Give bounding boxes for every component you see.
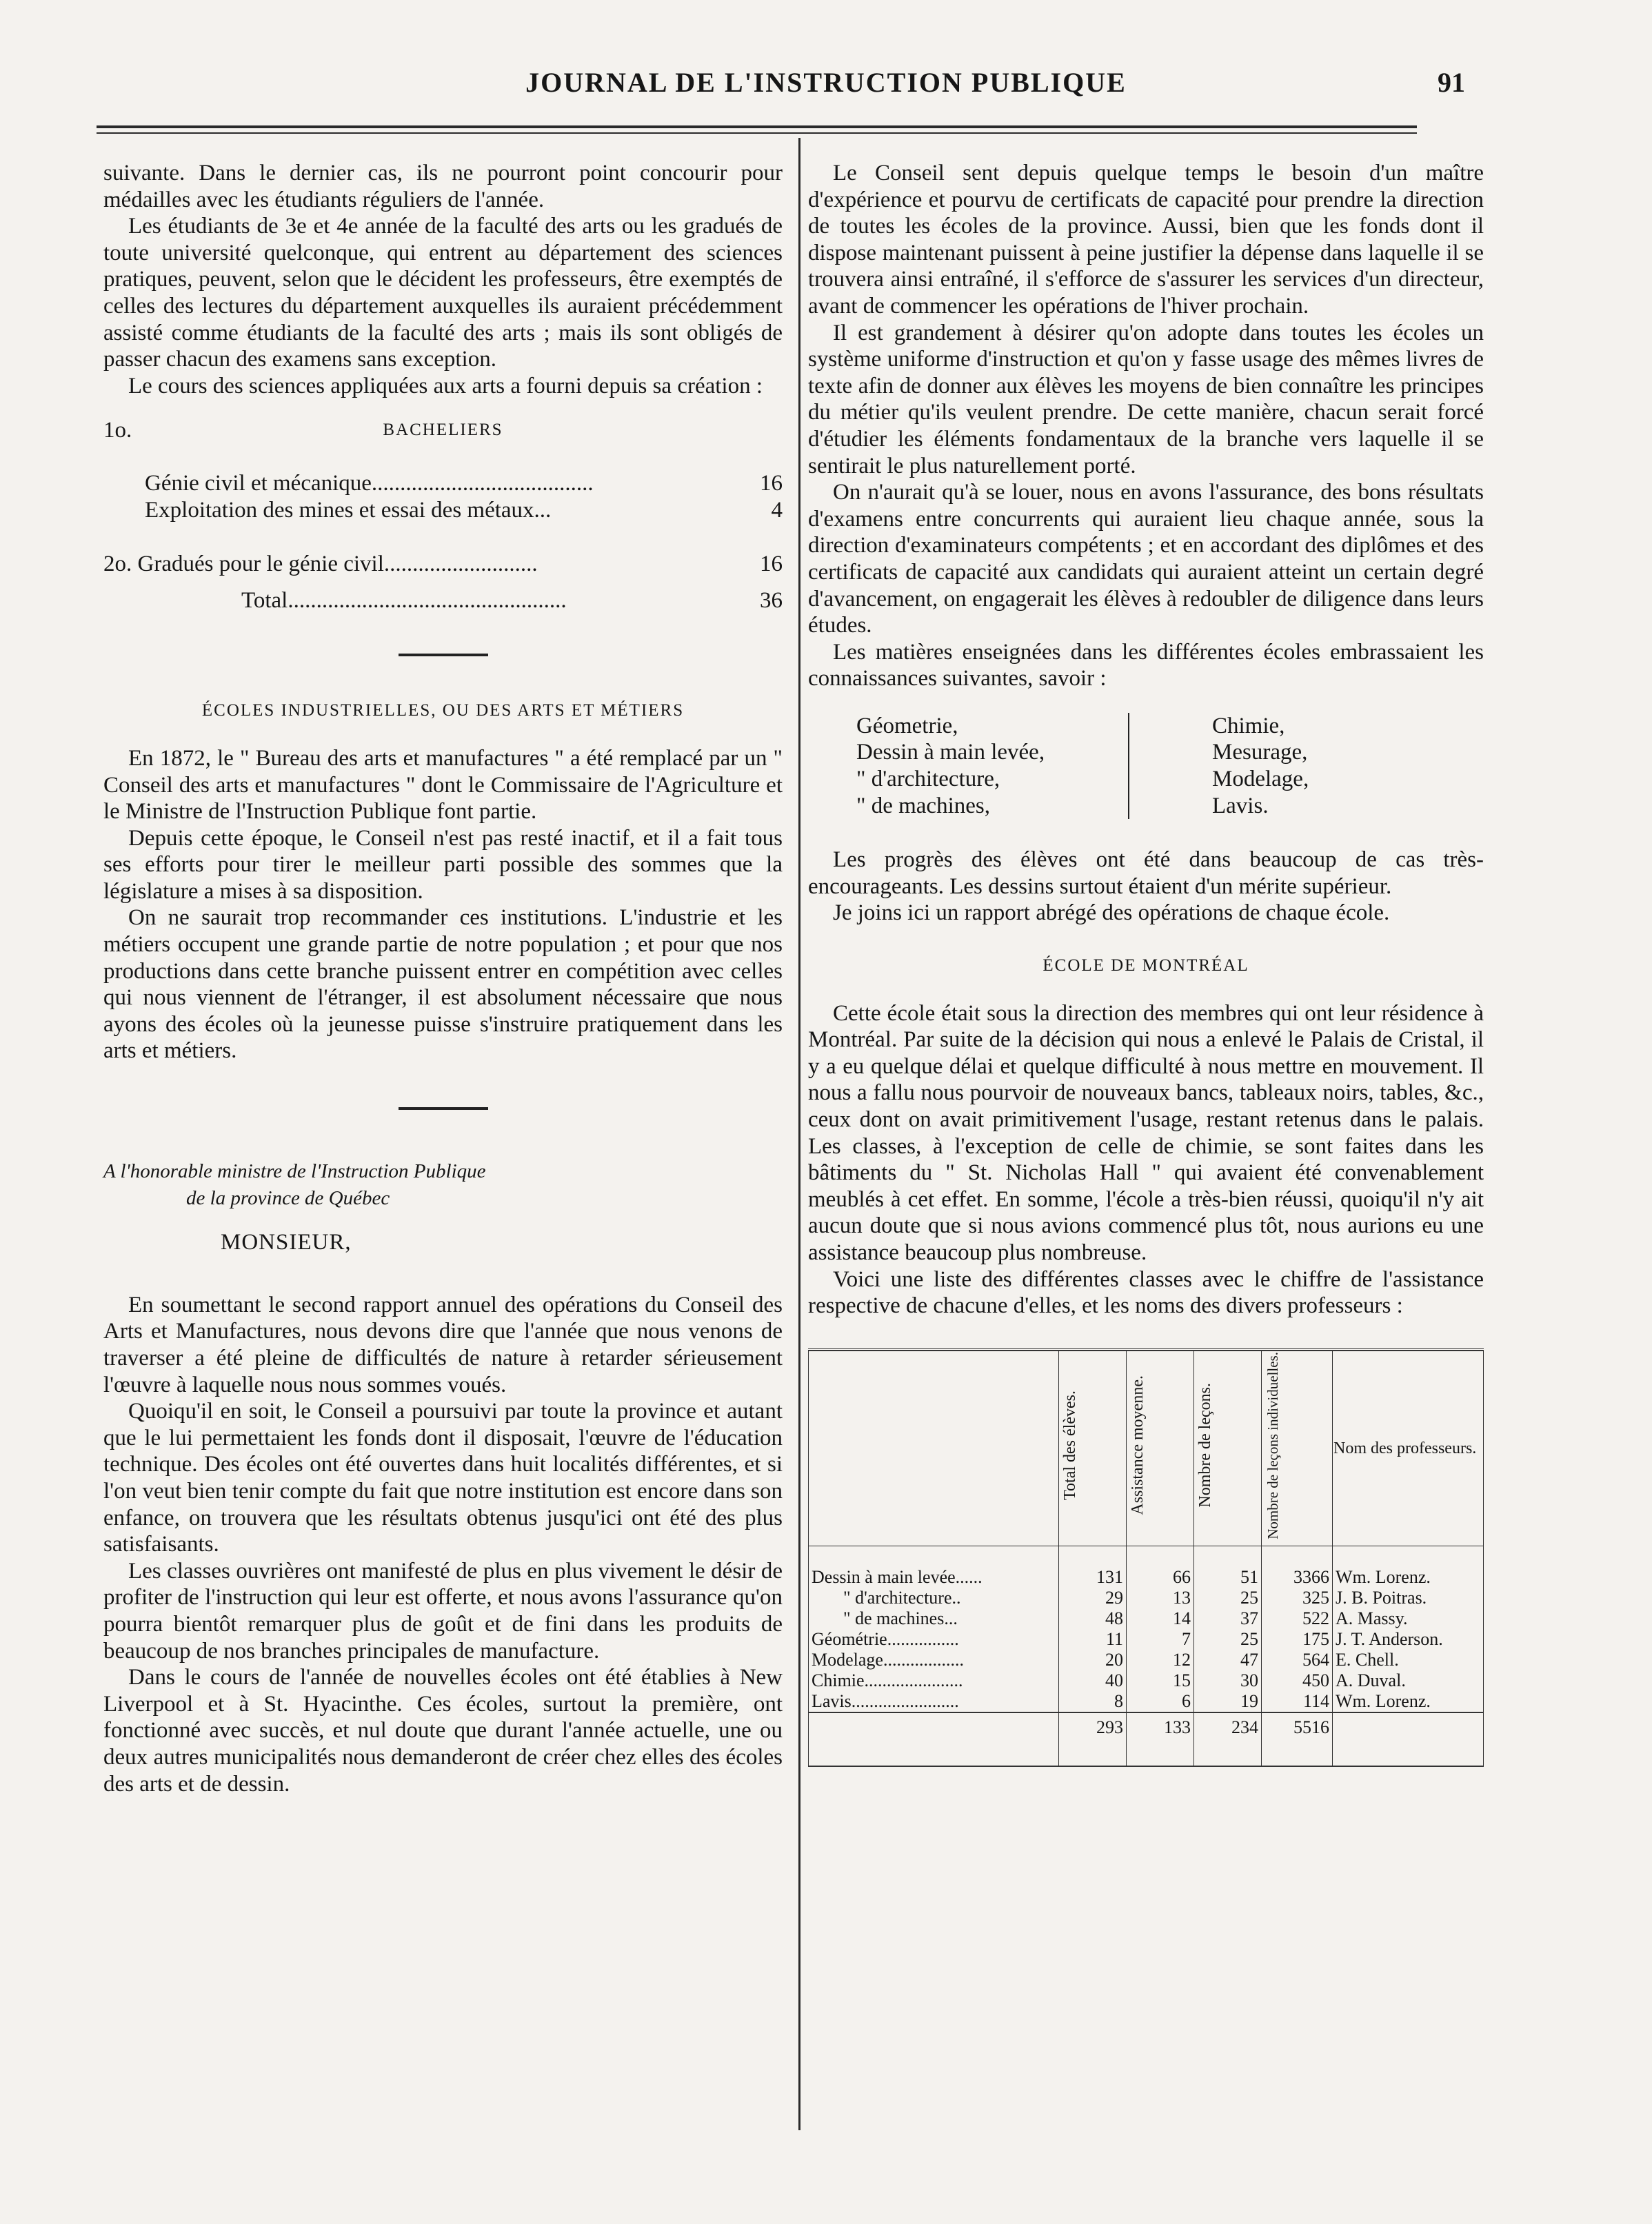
paragraph: On n'aurait qu'à se louer, nous en avons l'assurance, des bons résultats d'examens entre concurrents qui auraient lieu chaque année, sous la direction d'examinateurs compétents ; et en accordant des diplômes et des certificats de capacité aux candidats qui auraient atteint un certain degré d'avancement, on engagerait les élèves à redoubler de diligence dans leurs études. — [808, 480, 1484, 638]
table-header: Nombre de leçons. — [1194, 1351, 1262, 1546]
subjects-right — [1129, 713, 1484, 819]
table-cell: " d'architecture.. — [809, 1588, 1059, 1608]
column-divider — [798, 138, 800, 2130]
table-cell — [1333, 1712, 1484, 1766]
table-header: Nom des professeurs. — [1333, 1351, 1484, 1546]
table-cell: E. Chell. — [1333, 1650, 1484, 1670]
attendance-table — [808, 1351, 1484, 1767]
table-cell: 47 — [1194, 1650, 1262, 1670]
tally-row-value: 16 — [760, 552, 783, 577]
paragraph: Le cours des sciences appliquées aux arts a fourni depuis sa création : — [128, 373, 763, 398]
table-cell: 25 — [1194, 1629, 1262, 1650]
table-cell: Lavis........................ — [809, 1691, 1059, 1712]
page-number: 91 — [1438, 67, 1465, 98]
tally-row-label: Exploitation des mines et essai des métaux... — [145, 497, 552, 523]
section-heading: ÉCOLES INDUSTRIELLES, OU DES ARTS ET MÉTIERS — [201, 701, 685, 720]
table-row — [809, 1588, 1484, 1608]
subjects-left — [808, 713, 1129, 819]
table-cell: 8 — [1059, 1691, 1127, 1712]
tally-row-label: Génie civil et mécanique....................................... — [145, 470, 594, 496]
paragraph: Les progrès des élèves ont été dans beaucoup de cas très-encourageants. Les dessins surtout étaient d'un mérite supérieur. — [808, 847, 1484, 899]
table-cell: 131 — [1059, 1546, 1127, 1588]
tally-total-label: Total................................................. — [241, 587, 567, 613]
table-cell: 15 — [1127, 1670, 1194, 1691]
table-row — [809, 1546, 1484, 1588]
table-cell: 51 — [1194, 1546, 1262, 1588]
subject-item: Lavis. — [1212, 793, 1269, 818]
table-cell: 40 — [1059, 1670, 1127, 1691]
subject-item: Chimie, — [1212, 713, 1285, 738]
subject-item: Géometrie, — [856, 713, 958, 738]
table-cell: A. Duval. — [1333, 1670, 1484, 1691]
table-cell: 48 — [1059, 1608, 1127, 1629]
table-cell: J. T. Anderson. — [1333, 1629, 1484, 1650]
tally-row — [103, 551, 783, 578]
table-cell: 564 — [1262, 1650, 1333, 1670]
table-cell: 30 — [1194, 1670, 1262, 1691]
table-cell: Dessin à main levée...... — [809, 1546, 1059, 1588]
table-cell: A. Massy. — [1333, 1608, 1484, 1629]
table-cell: 7 — [1127, 1629, 1194, 1650]
paragraph: En soumettant le second rapport annuel des opérations du Conseil des Arts et Manufactures, nous devons dire que l'année que nous venons de traverser a été pleine de difficultés de nature à retarder sérieusement l'œuvre à laquelle nous nous sommes voués. — [103, 1292, 783, 1397]
table-cell: Wm. Lorenz. — [1333, 1691, 1484, 1712]
tally-row — [103, 470, 783, 497]
right-column — [808, 160, 1484, 1767]
table-cell: Modelage.................. — [809, 1650, 1059, 1670]
paragraph: Les étudiants de 3e et 4e année de la faculté des arts ou les gradués de toute université quelconque, qui entrent au département des sciences pratiques, peuvent, selon que le décident les professeurs, être exemptés de celles des lectures du département auxquelles ils auraient précédemment assisté comme étudiants de la faculté des arts ; mais ils sont obligés de passer chacun des examens sans exception. — [103, 214, 783, 372]
table-cell: 20 — [1059, 1650, 1127, 1670]
subject-item: " de machines, — [856, 793, 990, 818]
paragraph: Il est grandement à désirer qu'on adopte dans toutes les écoles un système uniforme d'instruction et qu'on y fasse usage des mêmes livres de texte afin de donner aux élèves les moyens de bien connaître les principes du métier qu'ils veulent prendre. De cette manière, chacun serait forcé d'étudier les éléments fondamentaux de la branche vers laquelle il se sentirait le plus naturellement porté. — [808, 320, 1484, 478]
table-cell: 66 — [1127, 1546, 1194, 1588]
paragraph: Cette école était sous la direction des membres qui ont leur résidence à Montréal. Par suite de la décision qui nous a enlevé le Palais de Cristal, il y a eu quelque délai et quelque difficulté à nous mettre en mouvement. Il nous a fallu nous pourvoir de nouveaux bancs, tableaux noirs, tables, &c., ceux dont on avait primitivement l'usage, restant retenus dans le palais. Les classes, à l'exception de celle de chimie, se sont faites dans les bâtiments du " St. Nicholas Hall " qui avaient été convenablement meublés à cet effet. En somme, l'école a très-bien réussi, quoiqu'il n'y ait aucun doute que si nous avions commencé plus tôt, nous aurions eu une assistance beaucoup plus nombreuse. — [808, 1000, 1484, 1265]
tally-row — [103, 497, 783, 524]
table-cell: 11 — [1059, 1629, 1127, 1650]
table-header: Nombre de leçons individuelles. — [1262, 1351, 1333, 1546]
subject-item: Mesurage, — [1212, 740, 1308, 765]
table-cell: 522 — [1262, 1608, 1333, 1629]
table-cell: 29 — [1059, 1588, 1127, 1608]
table-header-row — [809, 1351, 1484, 1546]
table-header: Total des élèves. — [1059, 1351, 1127, 1546]
table-cell: 12 — [1127, 1650, 1194, 1670]
table-cell: Géométrie................ — [809, 1629, 1059, 1650]
address-line: A l'honorable ministre de l'Instruction Publique — [103, 1160, 486, 1183]
tally-row-value: 4 — [771, 497, 783, 523]
paragraph: Les classes ouvrières ont manifesté de plus en plus vivement le désir de profiter de l'instruction qui leur est offerte, et nous avons l'assurance qu'on pourra bientôt remarquer plus de goût et de fini dans les produits de beaucoup de nos branches principales de manufacture. — [103, 1558, 783, 1664]
table-cell: 5516 — [1262, 1712, 1333, 1766]
table-cell: 37 — [1194, 1608, 1262, 1629]
paragraph: Dans le cours de l'année de nouvelles écoles ont été établies à New Liverpool et à St. Hyacinthe. Ces écoles, surtout la première, ont fonctionné avec succès, et nul doute que durant l'année actuelle, une ou deux autres municipalités nous demanderont de créer chez elles des écoles des arts et de dessin. — [103, 1665, 783, 1797]
table-cell: " de machines... — [809, 1608, 1059, 1629]
address-line: de la province de Québec — [186, 1186, 390, 1209]
table-cell: 114 — [1262, 1691, 1333, 1712]
table-row — [809, 1691, 1484, 1712]
attendance-table-wrap — [808, 1348, 1484, 1767]
table-row — [809, 1650, 1484, 1670]
paragraph: Le Conseil sent depuis quelque temps le besoin d'un maître d'expérience et pourvu de certificats de capacité pour prendre la direction de toutes les écoles de la province. Aussi, bien que les fonds dont il dispose maintenant puissent à peine justifier la dépense dans laquelle il se trouvera ainsi entraîné, il s'efforce de s'assurer les services d'un directeur, avant de commencer les opérations de l'hiver prochain. — [808, 161, 1484, 319]
table-row — [809, 1608, 1484, 1629]
paragraph: On ne saurait trop recommander ces institutions. L'industrie et les métiers occupent une grande partie de notre population ; et pour que nos productions dans cette branche puissent entrer en compétition avec celles qui nous viennent de l'étranger, il est absolument nécessaire que nous ayons des écoles où la jeunesse puisse s'instruire pratiquement dans les arts et métiers. — [103, 905, 783, 1064]
table-header: Assistance moyenne. — [1127, 1351, 1194, 1546]
table-cell: 450 — [1262, 1670, 1333, 1691]
table-cell: 234 — [1194, 1712, 1262, 1766]
salutation: MONSIEUR, — [221, 1230, 352, 1255]
table-cell — [809, 1712, 1059, 1766]
paragraph: Les matières enseignées dans les différentes écoles embrassaient les connaissances suivantes, savoir : — [808, 639, 1484, 691]
tally-row-label: 2o. Gradués pour le génie civil........................... — [103, 552, 538, 577]
section-rule — [399, 654, 488, 656]
table-total-row — [809, 1712, 1484, 1766]
table-cell: 325 — [1262, 1588, 1333, 1608]
tally-total-value: 36 — [760, 587, 783, 613]
header-rule-bottom — [97, 132, 1417, 134]
tally-heading — [103, 417, 783, 444]
paragraph: Je joins ici un rapport abrégé des opérations de chaque école. — [833, 900, 1390, 926]
table-row — [809, 1629, 1484, 1650]
table-cell: 175 — [1262, 1629, 1333, 1650]
header-rule-top — [97, 125, 1417, 128]
subject-item: Dessin à main levée, — [856, 740, 1045, 765]
paragraph: En 1872, le " Bureau des arts et manufactures " a été remplacé par un " Conseil des arts et manufactures " dont le Commissaire de l'Agriculture et le Ministre de l'Instruction Publique font partie. — [103, 745, 783, 825]
table-cell: 3366 — [1262, 1546, 1333, 1588]
paragraph: Voici une liste des différentes classes avec le chiffre de l'assistance respective de chacune d'elles, et les noms des divers professeurs : — [808, 1266, 1484, 1319]
table-cell: 6 — [1127, 1691, 1194, 1712]
tally-total — [103, 587, 783, 614]
left-column — [103, 160, 783, 1797]
tally-bach-heading: BACHELIERS — [383, 421, 503, 440]
subject-item: Modelage, — [1212, 767, 1309, 792]
table-row — [809, 1670, 1484, 1691]
graduates-tally — [103, 417, 783, 614]
section-heading: ÉCOLE DE MONTRÉAL — [1042, 956, 1249, 975]
subject-item: " d'architecture, — [856, 767, 1000, 792]
paragraph: suivante. Dans le dernier cas, ils ne pourront point concourir pour médailles avec les étudiants réguliers de l'année. — [103, 161, 783, 212]
section-rule — [399, 1107, 488, 1110]
table-cell: Chimie...................... — [809, 1670, 1059, 1691]
table-cell: Wm. Lorenz. — [1333, 1546, 1484, 1588]
running-header: JOURNAL DE L'INSTRUCTION PUBLIQUE — [525, 67, 1127, 98]
table-cell: 19 — [1194, 1691, 1262, 1712]
tally-row-value: 16 — [760, 470, 783, 496]
table-cell: 293 — [1059, 1712, 1127, 1766]
table-cell: J. B. Poitras. — [1333, 1588, 1484, 1608]
tally-bach-number: 1o. — [103, 418, 132, 443]
table-cell: 13 — [1127, 1588, 1194, 1608]
table-cell: 14 — [1127, 1608, 1194, 1629]
subjects-list — [808, 713, 1484, 819]
table-header — [809, 1351, 1059, 1546]
paragraph: Quoiqu'il en soit, le Conseil a poursuivi par toute la province et autant que le lui permettaient les fonds dont il disposait, l'œuvre de l'éducation technique. Des écoles ont été ouvertes dans huit localités différentes, et si l'on veut bien tenir compte du fait que notre institution est encore dans son enfance, on trouvera que les résultats obtenus jusqu'ici ont été des plus satisfaisants. — [103, 1399, 783, 1557]
paragraph: Depuis cette époque, le Conseil n'est pas resté inactif, et il a fait tous ses efforts pour tirer le meilleur parti possible des sommes que la législature a mises à sa disposition. — [103, 825, 783, 904]
table-cell: 133 — [1127, 1712, 1194, 1766]
table-cell: 25 — [1194, 1588, 1262, 1608]
